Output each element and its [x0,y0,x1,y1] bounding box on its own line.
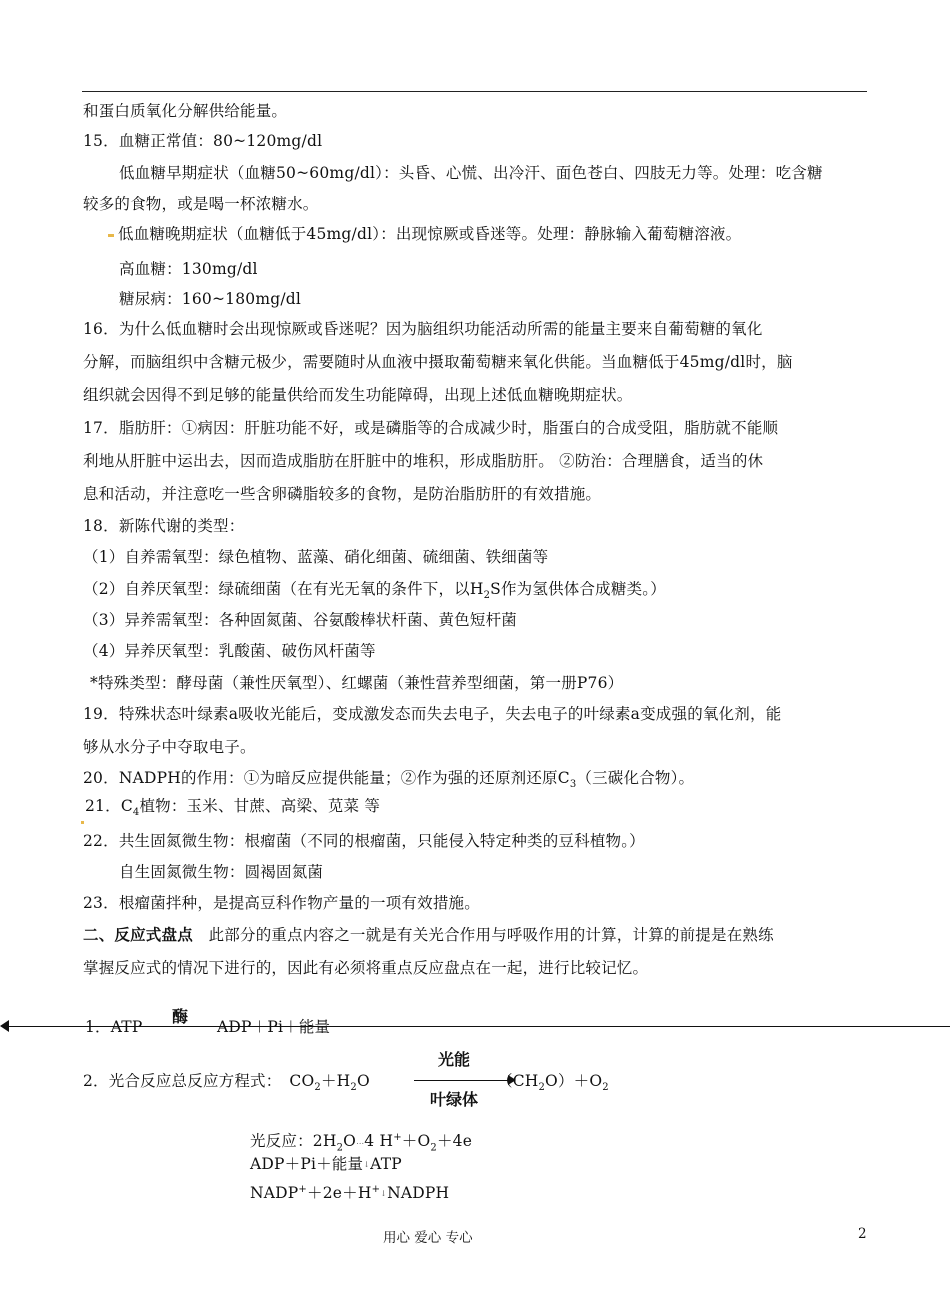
header-rule [82,91,867,92]
eq2-left: 2．光合反应总反应方程式： $CO_2+H_2O$ [83,1072,370,1094]
item-17-heading: 17．脂肪肝：①病因：肝脏功能不好，或是磷脂等的合成减少时，脂蛋白的合成受阻，脂肪就不能顺 [83,419,779,437]
reaction-arrow-line [414,1080,510,1081]
list-item: （4）异养厌氧型：乳酸菌、破伤风杆菌等 [83,642,376,660]
item-20-heading: 20．NADPH的作用：①为暗反应提供能量；②作为强的还原剂还原$C_3$（三碳化合物）。 [83,769,695,791]
item-19-heading: 19．特殊状态叶绿素a吸收光能后，变成激发态而失去电子，失去电子的叶绿素a变成强的氧化剂，能 [83,705,782,723]
list-item: （3）异养需氧型：各种固氮菌、谷氨酸棒状杆菌、黄色短杆菌 [83,611,517,629]
eq2-right: $(CH_2O)+O_2$ [497,1072,609,1094]
nadph-formation-line: NADP+＋2e＋H+↓NADPH [250,1184,450,1203]
light-reaction-line: 光反应：$2H_2O\dots 4$ $H^++O_2+4e$ [250,1132,473,1154]
text-line: 组织就会因得不到足够的能量供给而发生功能障碍，出现上述低血糖晚期症状。 [83,386,633,404]
text-line: 利地从肝脏中运出去，因而造成脂肪在肝脏中的堆积，形成脂肪肝。 ②防治：合理膳食，适当的休 [83,452,764,470]
section-2-heading: 二、反应式盘点 此部分的重点内容之一就是有关光合作用与呼吸作用的计算，计算的前提是在熟练 [83,925,774,944]
text-line: 糖尿病：160~180mg/dl [119,290,302,308]
text-line: 较多的食物，或是喝一杯浓糖水。 [83,195,319,213]
marker-dot-icon [108,234,114,237]
item-23-heading: 23．根瘤菌拌种，是提高豆科作物产量的一项有效措施。 [83,894,480,912]
chloroplast-label: 叶绿体 [430,1090,479,1109]
list-item: *特殊类型：酵母菌（兼性厌氧型）、红螺菌（兼性营养型细菌，第一册P76） [90,674,624,692]
text-line: 自生固氮微生物：圆褐固氮菌 [119,863,324,881]
reaction-arrow-line [6,1026,950,1027]
item-21-heading: 21．$C_4$植物：玉米、甘蔗、高梁、苋菜 等 [81,795,380,824]
item-15-heading: 15．血糖正常值：80~120mg/dl [83,132,323,150]
text-line: 和蛋白质氧化分解供给能量。 [83,102,288,120]
enzyme-label: 酶 [172,1007,189,1026]
text-line: 分解，而脑组织中含糖元极少，需要随时从血液中摄取葡萄糖来氧化供能。当血糖低于45mg/dl时，脑 [83,353,793,371]
list-item: （2）自养厌氧型：绿硫细菌（在有光无氧的条件下，以$H_2S$作为氢供体合成糖类。） [83,580,666,602]
eq1-right: ADP＋Pi＋能量 [217,1018,331,1036]
text-line: 掌握反应式的情况下进行的，因此有必须将重点反应盘点在一起，进行比较记忆。 [83,959,649,977]
arrow-left-icon [0,1020,9,1032]
item-18-heading: 18．新陈代谢的类型： [83,517,245,535]
text-line: 息和活动，并注意吃一些含卵磷脂较多的食物，是防治脂肪肝的有效措施。 [83,485,602,503]
page-number: 2 [858,1226,867,1242]
text-line: 低血糖早期症状（血糖50~60mg/dl）：头昏、心慌、出冷汗、面色苍白、四肢无力等。处理：吃含糖 [119,164,823,182]
eq1-left: 1．ATP [85,1018,143,1036]
item-22-heading: 22．共生固氮微生物：根瘤菌（不同的根瘤菌，只能侵入特定种类的豆科植物。） [83,832,645,850]
atp-formation-line: ADP＋Pi＋能量↓ATP [250,1155,402,1173]
marker-dot-icon [81,821,84,824]
list-item: （1）自养需氧型：绿色植物、蓝藻、硝化细菌、硫细菌、铁细菌等 [83,548,549,566]
light-energy-label: 光能 [438,1050,471,1069]
text-line: 够从水分子中夺取电子。 [83,738,256,756]
text-line: 高血糖：130mg/dl [119,260,258,278]
item-16-heading: 16．为什么低血糖时会出现惊厥或昏迷呢？因为脑组织功能活动所需的能量主要来自葡萄糖的氧化 [83,320,763,338]
text-line: 低血糖晚期症状（血糖低于45mg/dl）：出现惊厥或昏迷等。处理：静脉输入葡萄糖溶液。 [108,223,741,245]
footer-motto: 用心 爱心 专心 [383,1230,473,1246]
